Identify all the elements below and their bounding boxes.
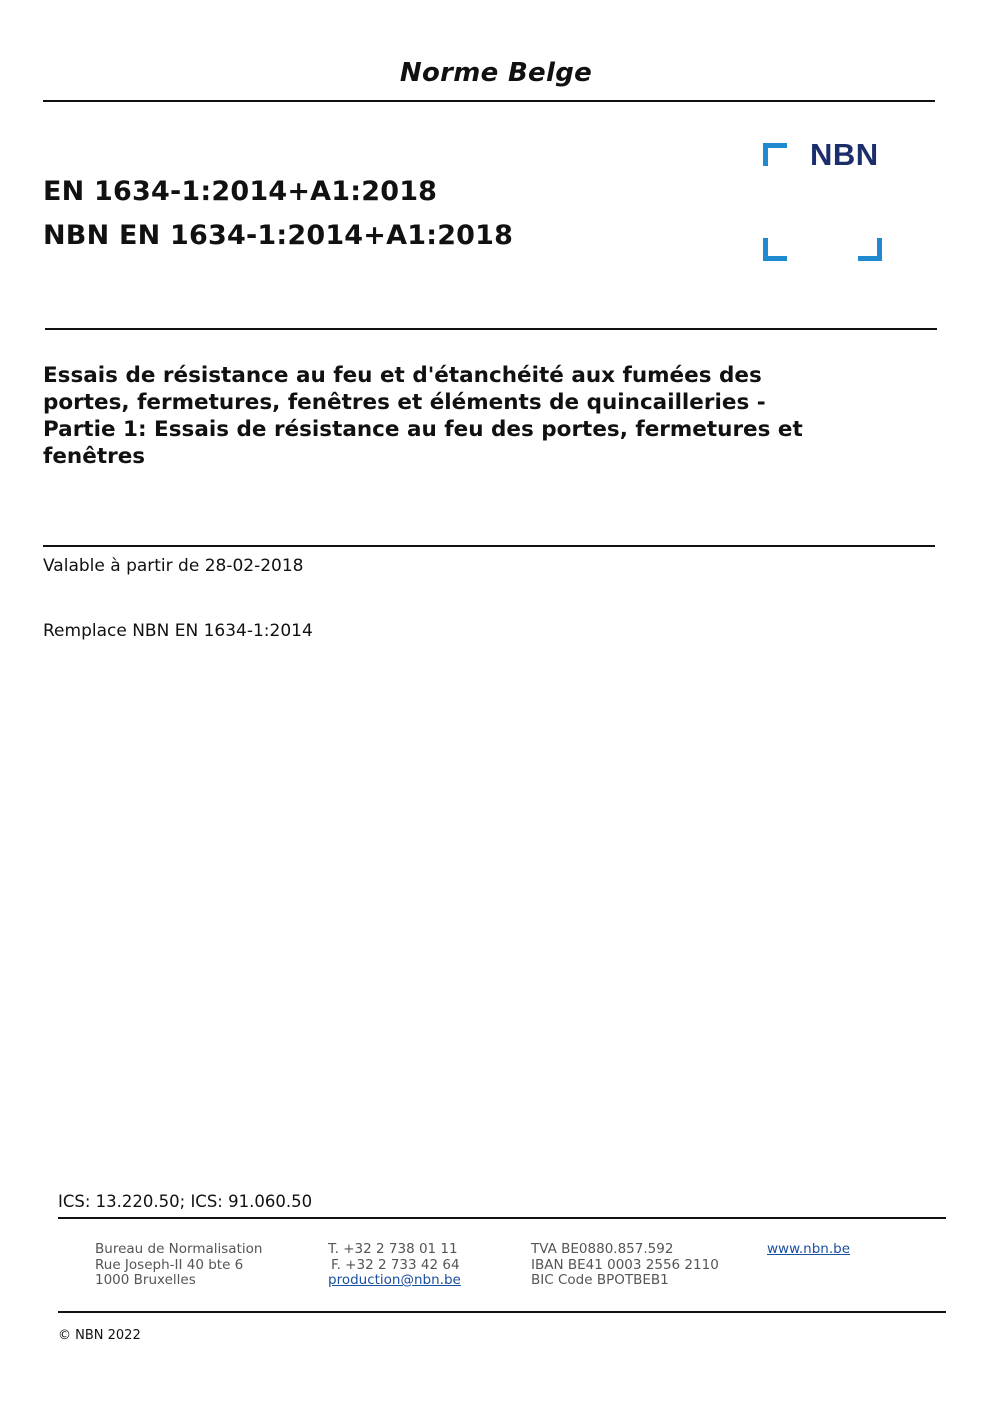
- replaces-standard: Remplace NBN EN 1634-1:2014: [43, 621, 313, 641]
- bic-code: BIC Code BPOTBEB1: [531, 1272, 669, 1288]
- ics-codes: ICS: 13.220.50; ICS: 91.060.50: [58, 1192, 313, 1211]
- document-title-line: fenêtres: [43, 444, 146, 469]
- valid-from-date: Valable à partir de 28-02-2018: [43, 556, 304, 576]
- document-title-line: Partie 1: Essais de résistance au feu des portes, fermetures et: [43, 417, 803, 442]
- page-header-title: Norme Belge: [399, 58, 593, 88]
- footer-divider-top: [58, 1217, 946, 1219]
- logo-bracket-bottom-left-h: [763, 256, 787, 261]
- document-title-line: Essais de résistance au feu et d'étanchéité aux fumées des: [43, 363, 762, 388]
- document-title: [43, 362, 923, 470]
- email-link[interactable]: production@nbn.be: [328, 1272, 461, 1288]
- logo-bracket-bottom-right-h: [858, 256, 882, 261]
- copyright-notice: © NBN 2022: [58, 1328, 141, 1343]
- website-link[interactable]: www.nbn.be: [767, 1241, 851, 1257]
- standard-code-en: EN 1634-1:2014+A1:2018: [43, 176, 438, 207]
- header-divider: [43, 100, 935, 102]
- phone-number: T. +32 2 738 01 11: [328, 1241, 458, 1257]
- fax-number: F. +32 2 733 42 64: [331, 1256, 460, 1273]
- logo-bracket-top-left-v: [763, 143, 768, 166]
- title-divider-bottom: [43, 545, 935, 547]
- standard-code-nbn: NBN EN 1634-1:2014+A1:2018: [43, 220, 514, 251]
- address-line: Rue Joseph-II 40 bte 6: [95, 1256, 244, 1273]
- document-title-line: portes, fermetures, fenêtres et éléments de quincailleries -: [43, 390, 766, 415]
- footer-divider-bottom: [58, 1311, 946, 1313]
- title-divider-top: [45, 328, 937, 330]
- address-line: 1000 Bruxelles: [95, 1272, 196, 1288]
- nbn-logo-text: NBN: [810, 137, 879, 172]
- iban-number: IBAN BE41 0003 2556 2110: [531, 1256, 719, 1273]
- vat-number: TVA BE0880.857.592: [531, 1241, 674, 1257]
- address-line: Bureau de Normalisation: [95, 1241, 263, 1257]
- footer-contact: [328, 1242, 461, 1289]
- footer-bank: [531, 1242, 719, 1289]
- footer-web: [767, 1242, 850, 1258]
- footer-address: [95, 1242, 262, 1289]
